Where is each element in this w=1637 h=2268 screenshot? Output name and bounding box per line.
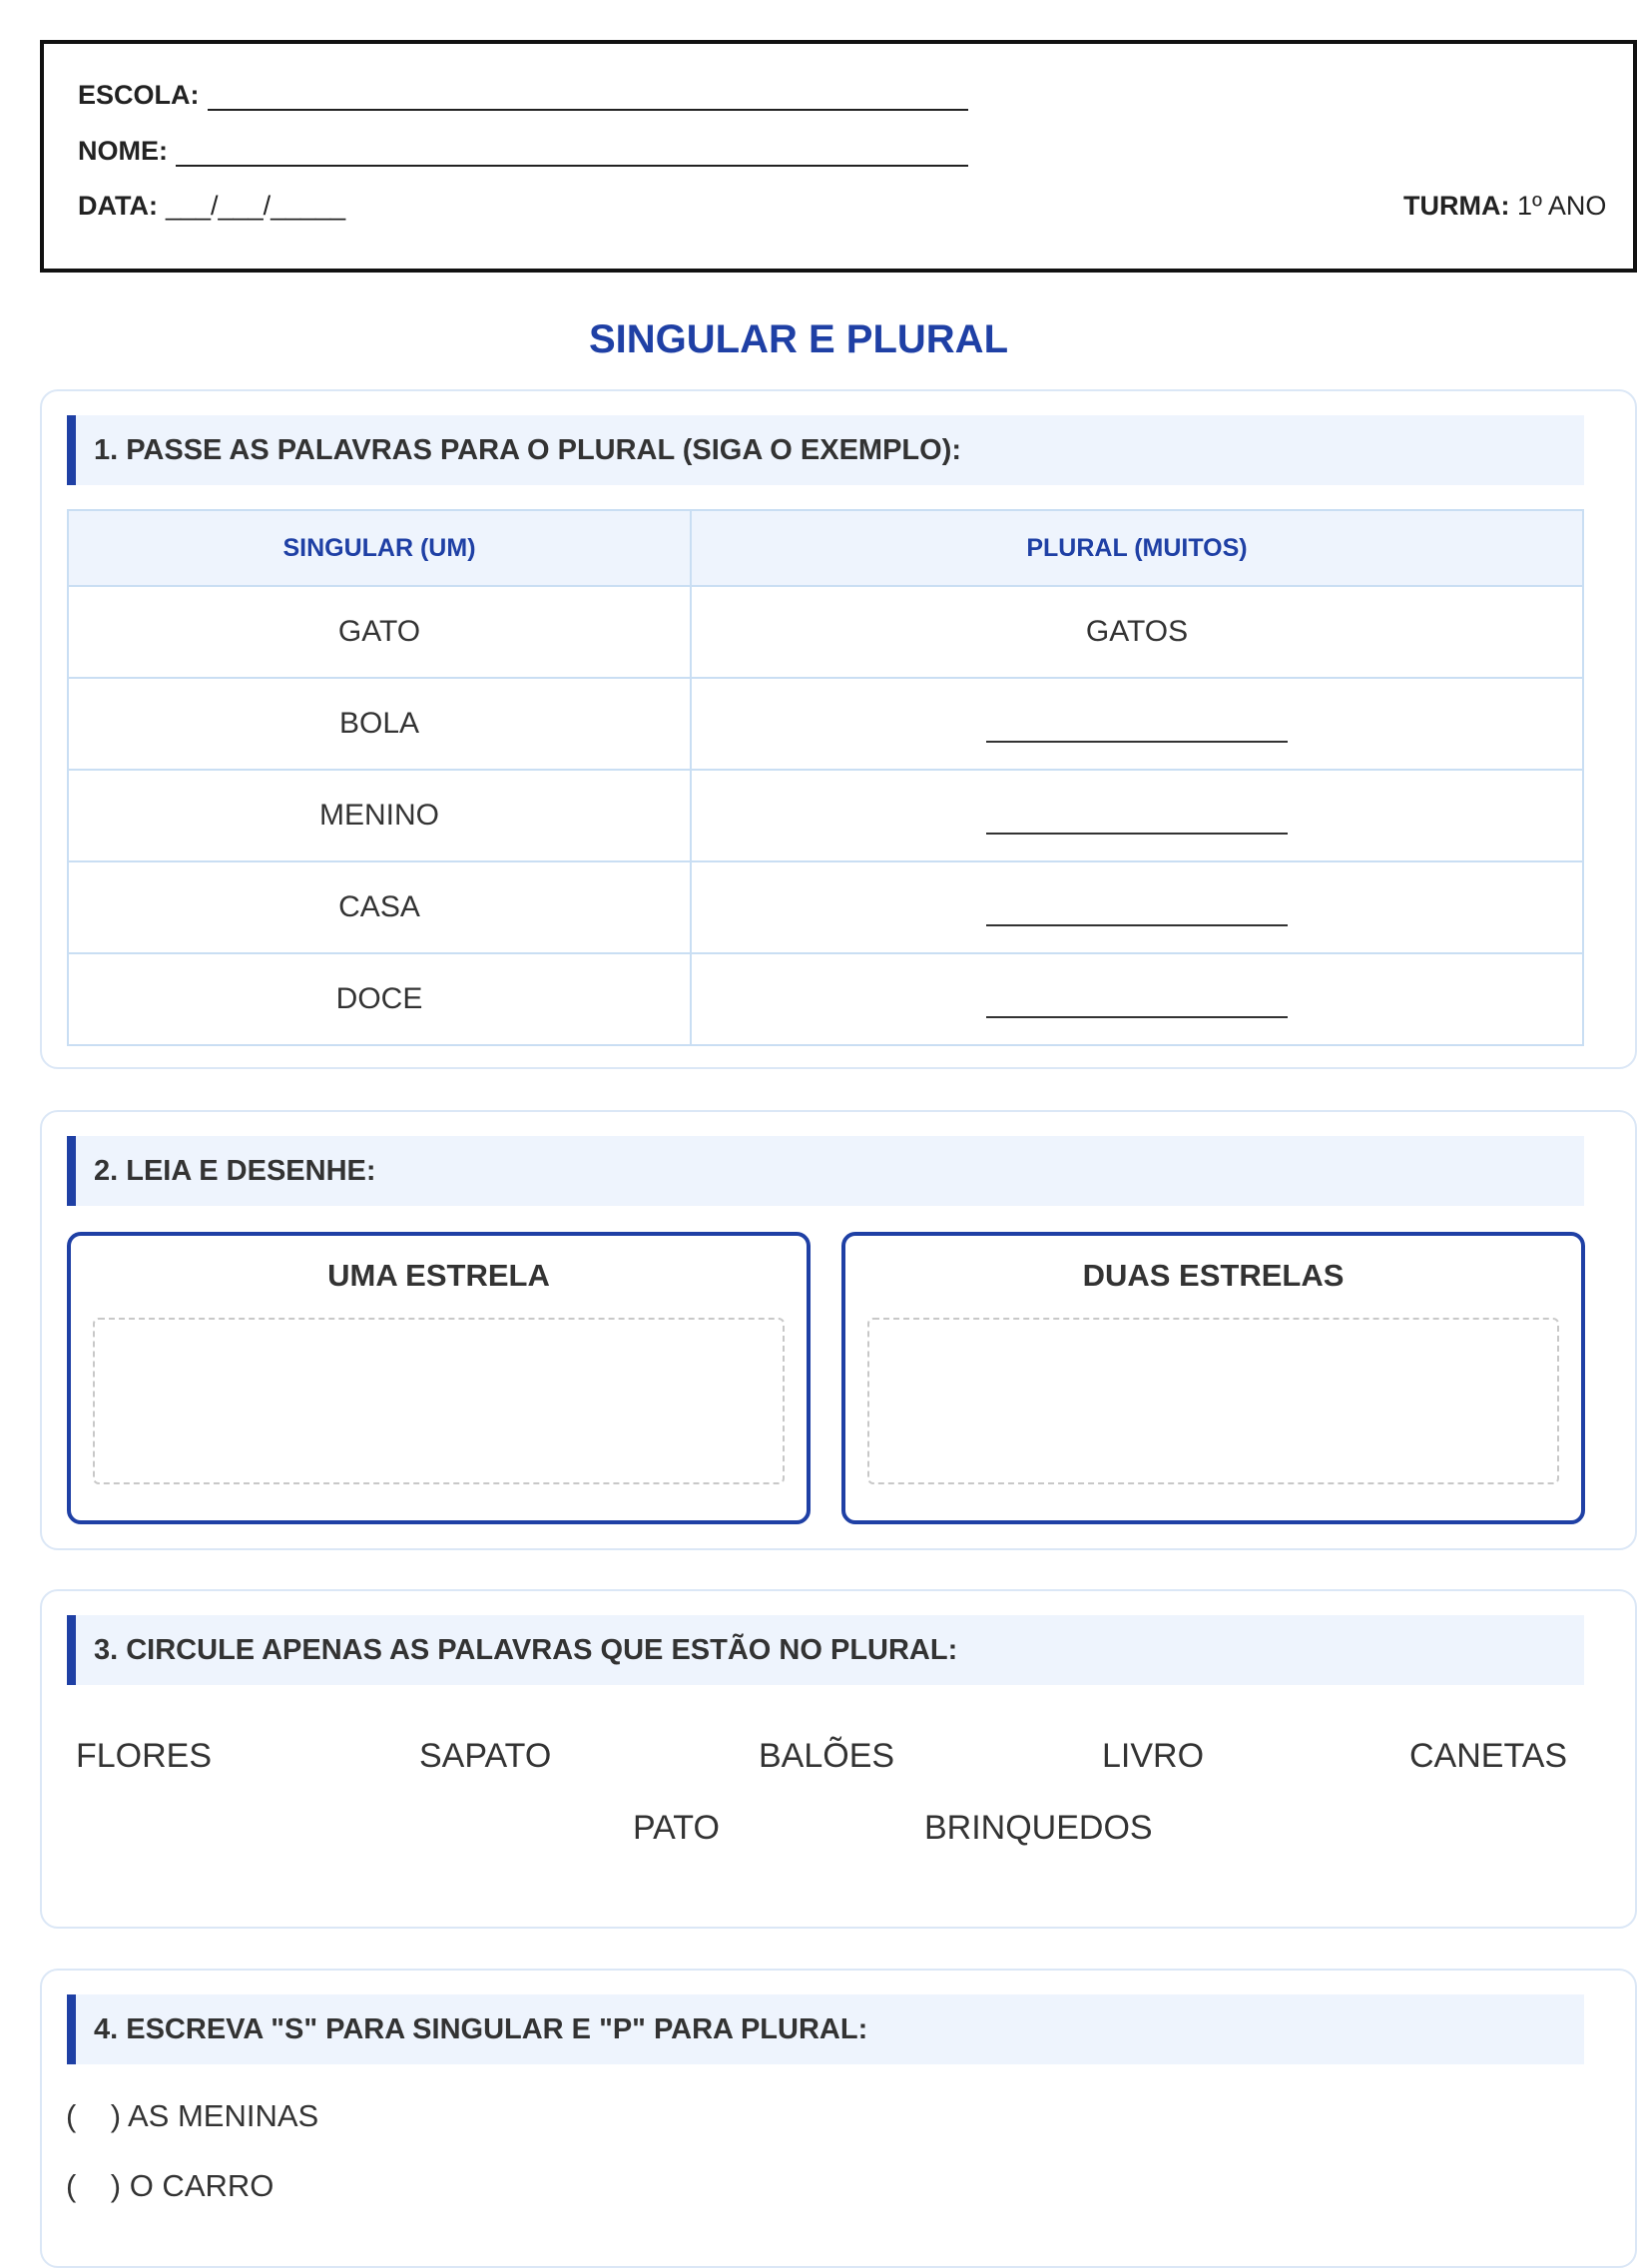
answer-line[interactable] [986, 888, 1288, 926]
plural-answer-cell[interactable] [691, 770, 1583, 861]
answer-line[interactable] [986, 797, 1288, 835]
singular-cell: BOLA [68, 678, 691, 770]
plural-answer-cell[interactable] [691, 678, 1583, 770]
word-option[interactable]: BALÕES [759, 1737, 895, 1775]
section-2-heading: 2. LEIA E DESENHE: [67, 1136, 1584, 1206]
escola-label: ESCOLA: [78, 80, 200, 110]
column-header-plural: PLURAL (MUITOS) [691, 510, 1583, 586]
singular-cell: DOCE [68, 953, 691, 1045]
nome-row [78, 136, 968, 167]
answer-line[interactable] [986, 705, 1288, 743]
word-option[interactable]: FLORES [76, 1737, 213, 1775]
plural-answer-cell[interactable] [691, 953, 1583, 1045]
word-option[interactable]: SAPATO [419, 1737, 552, 1775]
escola-field[interactable] [208, 85, 968, 111]
section-singular-plural-marks [40, 1969, 1637, 2268]
plural-answer-cell[interactable] [691, 861, 1583, 953]
draw-box-label: UMA ESTRELA [327, 1258, 550, 1293]
singular-cell: CASA [68, 861, 691, 953]
singular-cell: MENINO [68, 770, 691, 861]
student-info-box [40, 40, 1637, 273]
table-header-row [68, 510, 1583, 586]
plural-table [67, 509, 1584, 1046]
drawing-area[interactable] [867, 1318, 1559, 1484]
draw-box-label: DUAS ESTRELAS [1082, 1258, 1345, 1293]
word-option[interactable]: PATO [633, 1809, 720, 1847]
table-row [68, 678, 1583, 770]
section-4-heading: 4. ESCREVA "S" PARA SINGULAR E "P" PARA PLURAL: [67, 1994, 1584, 2064]
data-field[interactable]: ___/___/_____ [165, 191, 346, 221]
word-option[interactable]: BRINQUEDOS [924, 1809, 1153, 1847]
section-circle-words [40, 1589, 1637, 1929]
table-row [68, 953, 1583, 1045]
nome-label: NOME: [78, 136, 168, 166]
section-1-heading: 1. PASSE AS PALAVRAS PARA O PLURAL (SIGA O EXEMPLO): [67, 415, 1584, 485]
turma [1403, 191, 1633, 222]
mark-item[interactable]: ( ) AS MENINAS [66, 2098, 319, 2133]
data-label: DATA: [78, 191, 158, 221]
word-option[interactable]: CANETAS [1409, 1737, 1568, 1775]
answer-line[interactable] [986, 980, 1288, 1018]
column-header-singular: SINGULAR (UM) [68, 510, 691, 586]
table-row [68, 770, 1583, 861]
escola-row [78, 80, 968, 111]
plural-cell: GATOS [691, 586, 1583, 678]
mark-item[interactable]: ( ) O CARRO [66, 2168, 274, 2203]
nome-field[interactable] [176, 141, 968, 167]
turma-label: TURMA: [1403, 191, 1510, 221]
word-option[interactable]: LIVRO [1102, 1737, 1205, 1775]
page-title: SINGULAR E PLURAL [589, 317, 1008, 361]
drawing-area[interactable] [93, 1318, 785, 1484]
data-row [78, 191, 345, 222]
draw-box-two-stars [841, 1232, 1585, 1524]
section-plural-table [40, 389, 1637, 1069]
draw-box-one-star [67, 1232, 811, 1524]
table-row [68, 861, 1583, 953]
singular-cell: GATO [68, 586, 691, 678]
section-3-heading: 3. CIRCULE APENAS AS PALAVRAS QUE ESTÃO NO PLURAL: [67, 1615, 1584, 1685]
table-row [68, 586, 1583, 678]
section-draw [40, 1110, 1637, 1550]
turma-value: 1º ANO [1517, 191, 1607, 221]
